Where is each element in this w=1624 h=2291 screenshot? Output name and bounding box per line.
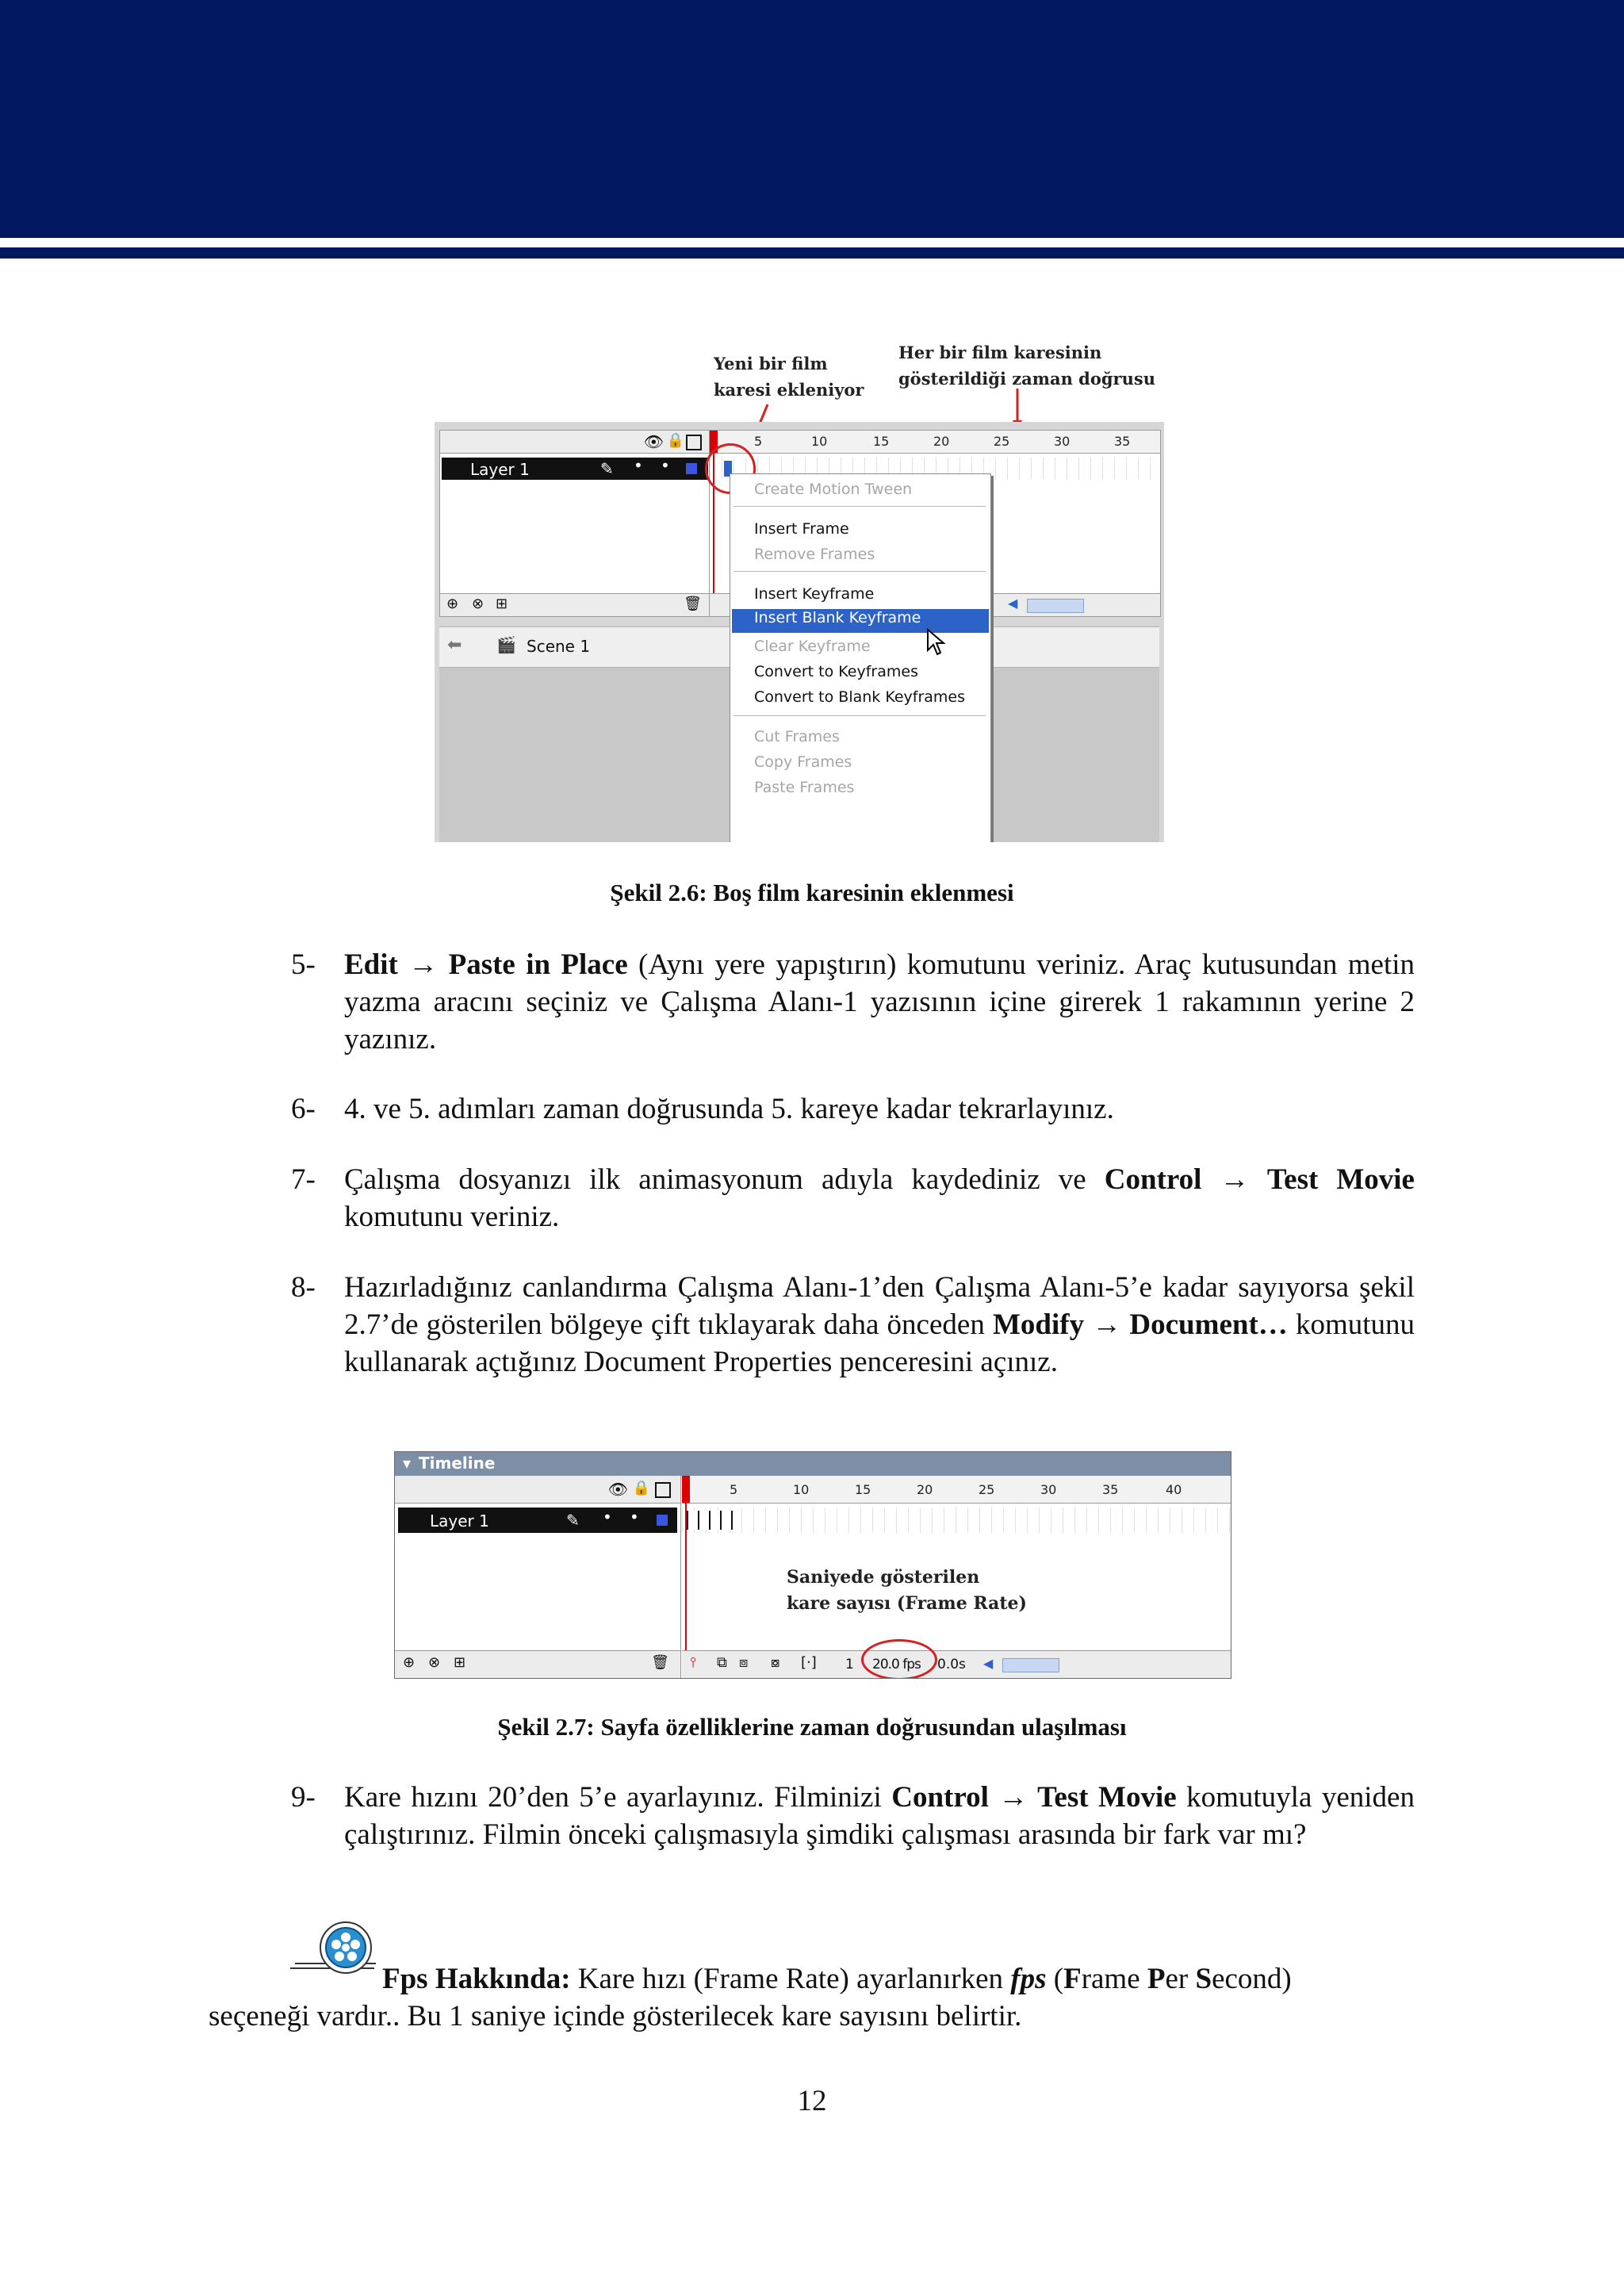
step-7-command: Control → Test Movie [1104, 1163, 1415, 1196]
step-5 [344, 946, 1415, 1058]
timeline-ruler [682, 1476, 1231, 1504]
menu-create-motion-tween: Create Motion Tween [754, 481, 913, 498]
menu-paste-frames: Paste Frames [754, 779, 855, 796]
menu-copy-frames: Copy Frames [754, 753, 852, 771]
step-5-text: (Aynı yere yapıştırın) komutunu veriniz. Araç kutusundan metin yazma aracını seçiniz ve Çalışma Alanı-1 yazısının içine girerek 1 rakamının yerine 2 yazınız. [344, 948, 1415, 1055]
step-8-text-end: komutunu kullanarak açtığınız Document Properties penceresini açınız. [344, 1308, 1415, 1378]
frame-grid[interactable] [682, 1508, 1231, 1533]
ruler-tick: 25 [994, 434, 1010, 449]
step-8-text: Hazırladığınız canlandırma Çalışma Alanı-1’den Çalışma Alanı-5’e kadar sayıyorsa şekil 2.7’de gösterilen bölgeye çift tıklayarak daha önceden [344, 1271, 1415, 1341]
ruler-tick: 15 [855, 1482, 871, 1497]
step-5-command: Edit → Paste in Place [344, 948, 628, 981]
timeline-ruler [710, 431, 1160, 454]
trash-icon[interactable]: 🗑 [651, 1654, 669, 1671]
step-number: 8- [291, 1271, 316, 1304]
step-8-command: Modify → Document… [992, 1308, 1288, 1341]
scroll-left-icon[interactable]: ◀ [983, 1656, 994, 1671]
lock-icon[interactable]: 🔒 [666, 432, 684, 449]
fps-word-er: er [1165, 1963, 1196, 1995]
layer-name: Layer 1 [430, 1511, 489, 1531]
layer-footer [395, 1650, 680, 1678]
ruler-tick: 10 [793, 1482, 810, 1497]
step-number: 7- [291, 1163, 316, 1196]
menu-convert-to-blank-keyframes[interactable]: Convert to Blank Keyframes [754, 688, 966, 706]
elapsed-time: 0.0s [937, 1657, 966, 1672]
collapse-arrow-icon[interactable]: ▾ [403, 1454, 412, 1473]
menu-remove-frames: Remove Frames [754, 546, 875, 563]
ruler-tick: 30 [1040, 1482, 1057, 1497]
fps-note-line2: seçeneği vardır.. Bu 1 saniye içinde gösterilecek kare sayısını belirtir. [209, 2000, 1022, 2032]
ruler-tick: 15 [873, 434, 890, 449]
ruler-tick: 35 [1102, 1482, 1119, 1497]
step-number: 9- [291, 1781, 316, 1814]
add-folder-icon[interactable]: ⊞ [454, 1654, 466, 1671]
timeline-footer [682, 1650, 1231, 1678]
ruler-tick: 20 [917, 1482, 933, 1497]
mouse-cursor-icon [926, 628, 950, 657]
ruler-tick: 25 [979, 1482, 995, 1497]
fps-note-title: Fps Hakkında: [382, 1963, 571, 1995]
horizontal-scrollbar[interactable] [1002, 1658, 1059, 1672]
horizontal-scrollbar[interactable] [1027, 599, 1084, 613]
fps-note-text: Kare hızı (Frame Rate) ayarlanırken [570, 1963, 1011, 1995]
ruler-tick: 40 [1166, 1482, 1182, 1497]
step-7 [344, 1161, 1415, 1236]
visibility-dot[interactable]: • [603, 1508, 612, 1527]
back-arrow-icon[interactable]: ⬅ [447, 635, 462, 655]
outline-icon[interactable] [686, 435, 702, 450]
edit-multiple-icon[interactable]: ⧇ [771, 1654, 780, 1671]
fps-highlight-circle [861, 1639, 937, 1679]
onion-skin-icon[interactable]: ⧉ [717, 1654, 727, 1671]
frame-rate-annotation: Saniyede gösterilen kare sayısı (Frame Rate) [787, 1567, 1027, 1614]
layer-row[interactable] [398, 1508, 677, 1533]
fps-word-econd: econd) [1212, 1963, 1292, 1995]
figure1-annotation-right: Her bir film karesinin gösterildiği zaman doğrusu [898, 343, 1155, 389]
fps-letter-s: S [1195, 1963, 1212, 1995]
layer-name: Layer 1 [470, 460, 530, 479]
modify-markers-icon[interactable]: [·] [801, 1654, 817, 1671]
add-layer-icon[interactable]: ⊕ [446, 596, 459, 612]
step-number: 6- [291, 1093, 316, 1125]
keyframes[interactable] [687, 1511, 741, 1530]
timeline-area[interactable] [682, 1476, 1231, 1678]
layer-footer [440, 593, 710, 616]
onion-outline-icon[interactable]: ⧈ [739, 1654, 749, 1671]
timeline-title-bar [395, 1452, 1231, 1476]
menu-cut-frames: Cut Frames [754, 728, 840, 745]
figure1-caption: Şekil 2.6: Boş film karesinin eklenmesi [610, 879, 1014, 906]
step-9-text-end: komutuyla yeniden çalıştırınız. Filmin önceki çalışmasıyla şimdiki çalışması arasında bir fark var mı? [344, 1781, 1415, 1851]
fps-word-rame: rame [1081, 1963, 1147, 1995]
pencil-icon: ✎ [600, 459, 614, 478]
menu-separator [733, 715, 986, 716]
figure2-caption: Şekil 2.7: Sayfa özelliklerine zaman doğrusundan ulaşılması [497, 1713, 1127, 1741]
scene-icon: 🎬 [496, 635, 516, 654]
menu-convert-to-keyframes[interactable]: Convert to Keyframes [754, 663, 918, 680]
context-menu [730, 473, 991, 842]
ruler-tick: 30 [1054, 434, 1071, 449]
layer-row[interactable] [442, 458, 708, 480]
menu-separator [733, 571, 986, 572]
step-6: 4. ve 5. adımları zaman doğrusunda 5. kareye kadar tekrarlayınız. [344, 1093, 1114, 1125]
lock-dot[interactable]: • [630, 1508, 639, 1527]
center-frame-icon[interactable]: ⫯ [690, 1654, 696, 1671]
fps-note [382, 1960, 1415, 1998]
step-8 [344, 1269, 1415, 1381]
menu-clear-keyframe: Clear Keyframe [754, 638, 871, 655]
frame-rate-value[interactable]: 20.0 fps [872, 1657, 921, 1672]
film-reel-icon [289, 1917, 384, 1981]
add-guide-icon[interactable]: ⊗ [472, 596, 485, 612]
step-9-text: Kare hızını 20’den 5’e ayarlayınız. Filminizi [344, 1781, 892, 1814]
trash-icon[interactable]: 🗑 [684, 596, 702, 612]
fps-letter-p: P [1147, 1963, 1166, 1995]
layer-header [440, 431, 710, 454]
lock-icon[interactable]: 🔒 [632, 1480, 650, 1496]
figure2-screenshot [394, 1451, 1231, 1679]
pencil-icon: ✎ [566, 1511, 580, 1530]
scene-name[interactable]: Scene 1 [527, 637, 591, 656]
menu-insert-keyframe[interactable]: Insert Keyframe [754, 585, 875, 603]
step-9-command: Control → Test Movie [891, 1781, 1177, 1814]
layer-header [395, 1476, 680, 1504]
add-folder-icon[interactable]: ⊞ [496, 596, 508, 612]
page-number: 12 [797, 2085, 827, 2117]
outline-icon[interactable] [655, 1482, 671, 1498]
visibility-dot[interactable]: • [634, 456, 643, 475]
menu-separator [733, 506, 986, 507]
fps-letter-f: F [1063, 1963, 1082, 1995]
step-7-text: Çalışma dosyanızı ilk animasyonum adıyla kaydediniz ve [344, 1163, 1105, 1196]
step-number: 5- [291, 948, 316, 981]
ruler-tick: 35 [1114, 434, 1131, 449]
add-layer-icon[interactable]: ⊕ [403, 1654, 416, 1671]
fps-paren: ( [1046, 1963, 1064, 1995]
menu-insert-blank-keyframe[interactable]: Insert Blank Keyframe [732, 609, 989, 633]
eye-icon[interactable]: 👁 [643, 432, 664, 451]
step-9 [344, 1779, 1415, 1853]
figure1-screenshot [435, 422, 1164, 842]
step-7-text-end: komutunu veriniz. [344, 1201, 560, 1233]
scroll-left-icon[interactable]: ◀ [1008, 596, 1018, 611]
playhead[interactable] [682, 1476, 690, 1503]
ruler-tick: 5 [730, 1482, 738, 1497]
add-guide-icon[interactable]: ⊗ [428, 1654, 441, 1671]
figure1-annotation-left: Yeni bir film karesi ekleniyor [714, 354, 864, 400]
ruler-tick: 10 [811, 434, 828, 449]
timeline-title: Timeline [419, 1454, 496, 1473]
lock-dot[interactable]: • [661, 456, 670, 475]
fps-term: fps [1010, 1963, 1047, 1995]
eye-icon[interactable]: 👁 [607, 1480, 628, 1499]
layer-color-swatch [657, 1515, 668, 1526]
playhead-line [685, 1503, 687, 1651]
layer-panel [395, 1476, 681, 1678]
ruler-tick: 20 [933, 434, 950, 449]
layer-color-swatch [686, 463, 697, 474]
ruler-tick: 5 [754, 434, 763, 449]
layer-panel [439, 430, 710, 617]
current-frame: 1 [845, 1657, 854, 1672]
menu-insert-frame[interactable]: Insert Frame [754, 520, 849, 538]
